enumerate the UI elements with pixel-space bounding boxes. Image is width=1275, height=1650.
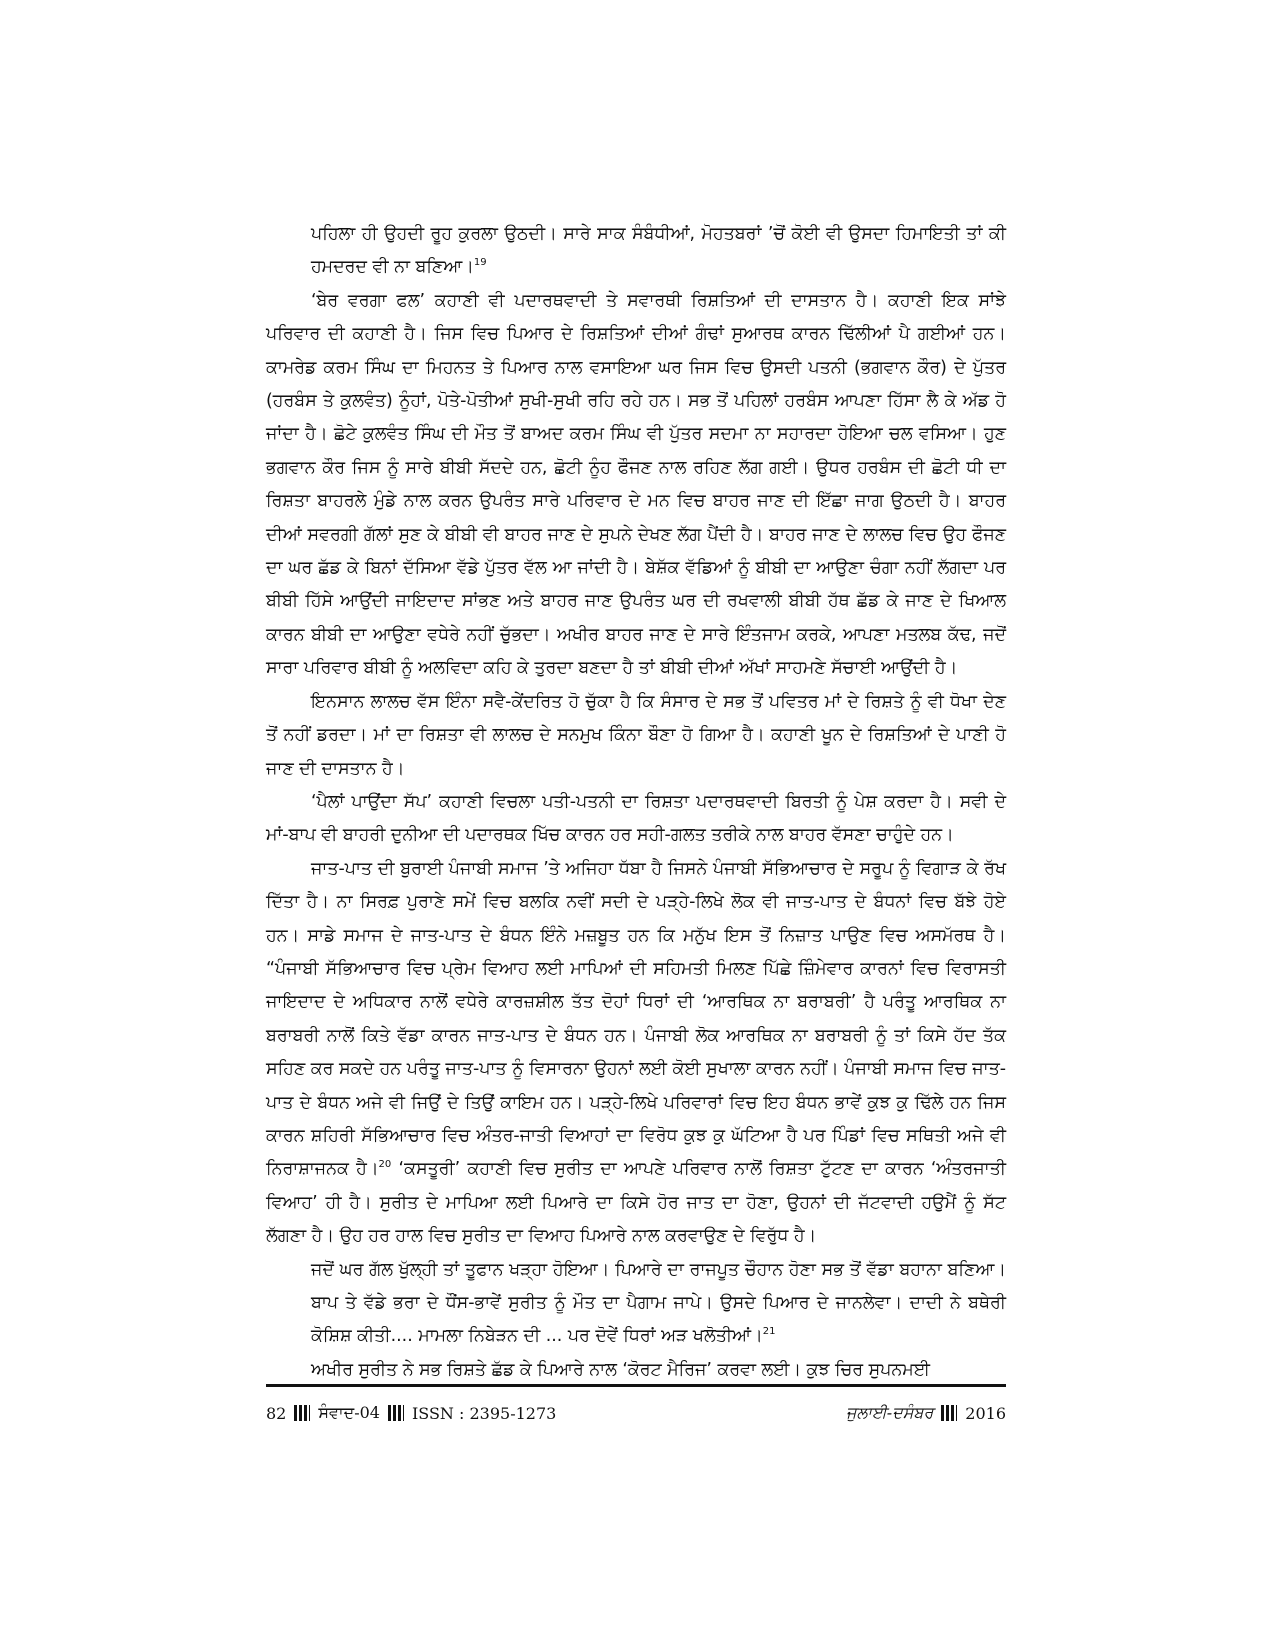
- separator-bars-icon: [388, 1405, 404, 1421]
- footer-left: [266, 1403, 556, 1423]
- page-footer: [266, 1398, 1006, 1428]
- issue-year: 2016: [965, 1403, 1006, 1423]
- paragraph-ber-varga-phal: ‘ਬੇਰ ਵਰਗਾ ਫਲ’ ਕਹਾਣੀ ਵੀ ਪਦਾਰਥਵਾਦੀ ਤੇ ਸਵਾਰਥੀ ਰਿਸ਼ਤਿਆਂ ਦੀ ਦਾਸਤਾਨ ਹੈ। ਕਹਾਣੀ ਇਕ ਸਾਂਝੇ ਪਰਿਵਾਰ ਦੀ ਕਹਾਣੀ ਹੈ। ਜਿਸ ਵਿਚ ਪਿਆਰ ਦੇ ਰਿਸ਼ਤਿਆਂ ਦੀਆਂ ਗੰਢਾਂ ਸੁਆਰਥ ਕਾਰਨ ਢਿੱਲੀਆਂ ਪੈ ਗਈਆਂ ਹਨ। ਕਾਮਰੇਡ ਕਰਮ ਸਿੰਘ ਦਾ ਮਿਹਨਤ ਤੇ ਪਿਆਰ ਨਾਲ ਵਸਾਇਆ ਘਰ ਜਿਸ ਵਿਚ ਉਸਦੀ ਪਤਨੀ (ਭਗਵਾਨ ਕੌਰ) ਦੇ ਪੁੱਤਰ (ਹਰਬੰਸ ਤੇ ਕੁਲਵੰਤ) ਨੂੰਹਾਂ, ਪੋਤੇ-ਪੋਤੀਆਂ ਸੁਖੀ-ਸੁਖੀ ਰਹਿ ਰਹੇ ਹਨ। ਸਭ ਤੋਂ ਪਹਿਲਾਂ ਹਰਬੰਸ ਆਪਣਾ ਹਿੱਸਾ ਲੈ ਕੇ ਅੱਡ ਹੋ ਜਾਂਦਾ ਹੈ। ਛੋਟੇ ਕੁਲਵੰਤ ਸਿੰਘ ਦੀ ਮੌਤ ਤੋਂ ਬਾਅਦ ਕਰਮ ਸਿੰਘ ਵੀ ਪੁੱਤਰ ਸਦਮਾ ਨਾ ਸਹਾਰਦਾ ਹੋਇਆ ਚਲ ਵਸਿਆ। ਹੁਣ ਭਗਵਾਨ ਕੌਰ ਜਿਸ ਨੂੰ ਸਾਰੇ ਬੀਬੀ ਸੱਦਦੇ ਹਨ, ਛੋਟੀ ਨੂੰਹ ਫੌਜਣ ਨਾਲ ਰਹਿਣ ਲੱਗ ਗਈ। ਉਧਰ ਹਰਬੰਸ ਦੀ ਛੋਟੀ ਧੀ ਦਾ ਰਿਸ਼ਤਾ ਬਾਹਰਲੇ ਮੁੰਡੇ ਨਾਲ ਕਰਨ ਉਪਰੰਤ ਸਾਰੇ ਪਰਿਵਾਰ ਦੇ ਮਨ ਵਿਚ ਬਾਹਰ ਜਾਣ ਦੀ ਇੱਛਾ ਜਾਗ ਉਠਦੀ ਹੈ। ਬਾਹਰ ਦੀਆਂ ਸਵਰਗੀ ਗੱਲਾਂ ਸੁਣ ਕੇ ਬੀਬੀ ਵੀ ਬਾਹਰ ਜਾਣ ਦੇ ਸੁਪਨੇ ਦੇਖਣ ਲੱਗ ਪੈਂਦੀ ਹੈ। ਬਾਹਰ ਜਾਣ ਦੇ ਲਾਲਚ ਵਿਚ ਉਹ ਫੌਜਣ ਦਾ ਘਰ ਛੱਡ ਕੇ ਬਿਨਾਂ ਦੱਸਿਆ ਵੱਡੇ ਪੁੱਤਰ ਵੱਲ ਆ ਜਾਂਦੀ ਹੈ। ਬੇਸ਼ੱਕ ਵੱਡਿਆਂ ਨੂੰ ਬੀਬੀ ਦਾ ਆਉਣਾ ਚੰਗਾ ਨਹੀਂ ਲੱਗਦਾ ਪਰ ਬੀਬੀ ਹਿੱਸੇ ਆਉਂਦੀ ਜਾਇਦਾਦ ਸਾਂਭਣ ਅਤੇ ਬਾਹਰ ਜਾਣ ਉਪਰੰਤ ਘਰ ਦੀ ਰਖਵਾਲੀ ਬੀਬੀ ਹੱਥ ਛੱਡ ਕੇ ਜਾਣ ਦੇ ਖਿਆਲ ਕਾਰਨ ਬੀਬੀ ਦਾ ਆਉਣਾ ਵਧੇਰੇ ਨਹੀਂ ਚੁੱਭਦਾ। ਅਖੀਰ ਬਾਹਰ ਜਾਣ ਦੇ ਸਾਰੇ ਇੰਤਜਾਮ ਕਰਕੇ, ਆਪਣਾ ਮਤਲਬ ਕੱਢ, ਜਦੋਂ ਸਾਰਾ ਪਰਿਵਾਰ ਬੀਬੀ ਨੂੰ ਅਲਵਿਦਾ ਕਹਿ ਕੇ ਤੁਰਦਾ ਬਣਦਾ ਹੈ ਤਾਂ ਬੀਬੀ ਦੀਆਂ ਅੱਖਾਂ ਸਾਹਮਣੇ ਸੱਚਾਈ ਆਉਂਦੀ ਹੈ।: [266, 290, 1006, 679]
- footnote-ref: 20: [378, 1159, 392, 1171]
- paragraph-text-continued: ‘ਕਸਤੂਰੀ’ ਕਹਾਣੀ ਵਿਚ ਸੁਰੀਤ ਦਾ ਆਪਣੇ ਪਰਿਵਾਰ ਨਾਲੋਂ ਰਿਸ਼ਤਾ ਟੁੱਟਣ ਦਾ ਕਾਰਨ ‘ਅੰਤਰਜਾਤੀ ਵਿਆਹ’ ਹੀ ਹੈ। ਸੁਰੀਤ ਦੇ ਮਾਪਿਆ ਲਈ ਪਿਆਰੇ ਦਾ ਕਿਸੇ ਹੋਰ ਜਾਤ ਦਾ ਹੋਣਾ, ਉਹਨਾਂ ਦੀ ਜੱਟਵਾਦੀ ਹਉਮੈਂ ਨੂੰ ਸੱਟ ਲੱਗਣਾ ਹੈ। ਉਹ ਹਰ ਹਾਲ ਵਿਚ ਸੁਰੀਤ ਦਾ ਵਿਆਹ ਪਿਆਰੇ ਨਾਲ ਕਰਵਾਉਣ ਦੇ ਵਿਰੁੱਧ ਹੈ।: [266, 1159, 1006, 1247]
- article-body: [266, 218, 1006, 1387]
- footer-divider: [266, 1384, 1006, 1387]
- footnote-ref: 21: [762, 1326, 776, 1338]
- paragraph-insaan-laalach: ਇਨਸਾਨ ਲਾਲਚ ਵੱਸ ਇੰਨਾ ਸਵੈ-ਕੇਂਦਰਿਤ ਹੋ ਚੁੱਕਾ ਹੈ ਕਿ ਸੰਸਾਰ ਦੇ ਸਭ ਤੋਂ ਪਵਿਤਰ ਮਾਂ ਦੇ ਰਿਸ਼ਤੇ ਨੂੰ ਵੀ ਧੋਖਾ ਦੇਣ ਤੋਂ ਨਹੀਂ ਡਰਦਾ। ਮਾਂ ਦਾ ਰਿਸ਼ਤਾ ਵੀ ਲਾਲਚ ਦੇ ਸਨਮੁਖ ਕਿੰਨਾ ਬੌਣਾ ਹੋ ਗਿਆ ਹੈ। ਕਹਾਣੀ ਖੂਨ ਦੇ ਰਿਸ਼ਤਿਆਂ ਦੇ ਪਾਣੀ ਹੋ ਜਾਣ ਦੀ ਦਾਸਤਾਨ ਹੈ।: [266, 691, 1006, 779]
- footer-right: [846, 1403, 1006, 1423]
- separator-bars-icon: [294, 1405, 310, 1421]
- block-quote-19: [311, 218, 1006, 285]
- paragraph-jaat-paat: [266, 853, 1006, 1254]
- issn: ISSN : 2395-1273: [411, 1403, 557, 1423]
- footnote-ref: 19: [473, 257, 487, 269]
- journal-name: ਸੰਵਾਦ-04: [318, 1403, 380, 1422]
- page-number: 82: [266, 1403, 287, 1423]
- quote-text: ਜਦੋਂ ਘਰ ਗੱਲ ਖੁੱਲ੍ਹੀ ਤਾਂ ਤੂਫਾਨ ਖੜ੍ਹਾ ਹੋਇਆ। ਪਿਆਰੇ ਦਾ ਰਾਜਪੂਤ ਚੌਹਾਨ ਹੋਣਾ ਸਭ ਤੋਂ ਵੱਡਾ ਬਹਾਨਾ ਬਣਿਆ। ਬਾਪ ਤੇ ਵੱਡੇ ਭਰਾ ਦੇ ਧੌਂਸ-ਭਾਵੇਂ ਸੁਰੀਤ ਨੂੰ ਮੌਤ ਦਾ ਪੈਗਾਮ ਜਾਪੇ। ਉਸਦੇ ਪਿਆਰ ਦੇ ਜਾਨਲੇਵਾ। ਦਾਦੀ ਨੇ ਬਥੇਰੀ ਕੋਸ਼ਿਸ਼ ਕੀਤੀ.... ਮਾਮਲਾ ਨਿਬੇੜਨ ਦੀ ... ਪਰ ਦੋਵੇਂ ਧਿਰਾਂ ਅੜ ਖਲੋਤੀਆਂ।: [311, 1259, 1006, 1347]
- paragraph-text: ਜਾਤ-ਪਾਤ ਦੀ ਬੁਰਾਈ ਪੰਜਾਬੀ ਸਮਾਜ ’ਤੇ ਅਜਿਹਾ ਧੱਬਾ ਹੈ ਜਿਸਨੇ ਪੰਜਾਬੀ ਸੱਭਿਆਚਾਰ ਦੇ ਸਰੂਪ ਨੂੰ ਵਿਗਾੜ ਕੇ ਰੱਖ ਦਿੱਤਾ ਹੈ। ਨਾ ਸਿਰਫ਼ ਪੁਰਾਣੇ ਸਮੇਂ ਵਿਚ ਬਲਕਿ ਨਵੀਂ ਸਦੀ ਦੇ ਪੜ੍ਹੇ-ਲਿਖੇ ਲੋਕ ਵੀ ਜਾਤ-ਪਾਤ ਦੇ ਬੰਧਨਾਂ ਵਿਚ ਬੱਝੇ ਹੋਏ ਹਨ। ਸਾਡੇ ਸਮਾਜ ਦੇ ਜਾਤ-ਪਾਤ ਦੇ ਬੰਧਨ ਇੰਨੇ ਮਜ਼ਬੂਤ ਹਨ ਕਿ ਮਨੁੱਖ ਇਸ ਤੋਂ ਨਿਜ਼ਾਤ ਪਾਉਣ ਵਿਚ ਅਸਮੱਰਥ ਹੈ। “ਪੰਜਾਬੀ ਸੱਭਿਆਚਾਰ ਵਿਚ ਪ੍ਰੇਮ ਵਿਆਹ ਲਈ ਮਾਪਿਆਂ ਦੀ ਸਹਿਮਤੀ ਮਿਲਣ ਪਿੱਛੇ ਜ਼ਿੰਮੇਵਾਰ ਕਾਰਨਾਂ ਵਿਚ ਵਿਰਾਸਤੀ ਜਾਇਦਾਦ ਦੇ ਅਧਿਕਾਰ ਨਾਲੋਂ ਵਧੇਰੇ ਕਾਰਜ਼ਸ਼ੀਲ ਤੱਤ ਦੋਹਾਂ ਧਿਰਾਂ ਦੀ ‘ਆਰਥਿਕ ਨਾ ਬਰਾਬਰੀ’ ਹੈ ਪਰੰਤੂ ਆਰਥਿਕ ਨਾ ਬਰਾਬਰੀ ਨਾਲੋਂ ਕਿਤੇ ਵੱਡਾ ਕਾਰਨ ਜਾਤ-ਪਾਤ ਦੇ ਬੰਧਨ ਹਨ। ਪੰਜਾਬੀ ਲੋਕ ਆਰਥਿਕ ਨਾ ਬਰਾਬਰੀ ਨੂੰ ਤਾਂ ਕਿਸੇ ਹੱਦ ਤੱਕ ਸਹਿਣ ਕਰ ਸਕਦੇ ਹਨ ਪਰੰਤੂ ਜਾਤ-ਪਾਤ ਨੂੰ ਵਿਸਾਰਨਾ ਉਹਨਾਂ ਲਈ ਕੋਈ ਸੁਖਾਲਾ ਕਾਰਨ ਨਹੀਂ। ਪੰਜਾਬੀ ਸਮਾਜ ਵਿਚ ਜਾਤ-ਪਾਤ ਦੇ ਬੰਧਨ ਅਜੇ ਵੀ ਜਿਉਂ ਦੇ ਤਿਉਂ ਕਾਇਮ ਹਨ। ਪੜ੍ਹੇ-ਲਿਖੇ ਪਰਿਵਾਰਾਂ ਵਿਚ ਇਹ ਬੰਧਨ ਭਾਵੇਂ ਕੁਝ ਕੁ ਢਿੱਲੇ ਹਨ ਜਿਸ ਕਾਰਨ ਸ਼ਹਿਰੀ ਸੱਭਿਆਚਾਰ ਵਿਚ ਅੰਤਰ-ਜਾਤੀ ਵਿਆਹਾਂ ਦਾ ਵਿਰੋਧ ਕੁਝ ਕੁ ਘੱਟਿਆ ਹੈ ਪਰ ਪਿੰਡਾਂ ਵਿਚ ਸਥਿਤੀ ਅਜੇ ਵੀ ਨਿਰਾਸ਼ਾਜਨਕ ਹੈ।: [266, 858, 1007, 1180]
- quote-text: ਪਹਿਲਾ ਹੀ ਉਹਦੀ ਰੂਹ ਕੁਰਲਾ ਉਠਦੀ। ਸਾਰੇ ਸਾਕ ਸੰਬੰਧੀਆਂ, ਮੋਹਤਬਰਾਂ ’ਚੋਂ ਕੋਈ ਵੀ ਉਸਦਾ ਹਿਮਾਇਤੀ ਤਾਂ ਕੀ ਹਮਦਰਦ ਵੀ ਨਾ ਬਣਿਆ।: [311, 224, 1006, 278]
- block-quote-continued: ਅਖੀਰ ਸੁਰੀਤ ਨੇ ਸਭ ਰਿਸ਼ਤੇ ਛੱਡ ਕੇ ਪਿਆਰੇ ਨਾਲ ‘ਕੋਰਟ ਮੈਰਿਜ’ ਕਰਵਾ ਲਈ। ਕੁਝ ਚਿਰ ਸੁਪਨਮਈ: [311, 1359, 930, 1380]
- block-quote-21: [311, 1254, 1006, 1354]
- separator-bars-icon: [941, 1405, 957, 1421]
- paragraph-pailan-paunda-sapp: ‘ਪੈਲਾਂ ਪਾਉਂਦਾ ਸੱਪ’ ਕਹਾਣੀ ਵਿਚਲਾ ਪਤੀ-ਪਤਨੀ ਦਾ ਰਿਸ਼ਤਾ ਪਦਾਰਥਵਾਦੀ ਬਿਰਤੀ ਨੂੰ ਪੇਸ਼ ਕਰਦਾ ਹੈ। ਸਵੀ ਦੇ ਮਾਂ-ਬਾਪ ਵੀ ਬਾਹਰੀ ਦੁਨੀਆ ਦੀ ਪਦਾਰਥਕ ਖਿੱਚ ਕਾਰਨ ਹਰ ਸਹੀ-ਗਲਤ ਤਰੀਕੇ ਨਾਲ ਬਾਹਰ ਵੱਸਣਾ ਚਾਹੁੰਦੇ ਹਨ।: [266, 791, 1006, 846]
- issue-period: ਜੁਲਾਈ-ਦਸੰਬਰ: [846, 1403, 934, 1422]
